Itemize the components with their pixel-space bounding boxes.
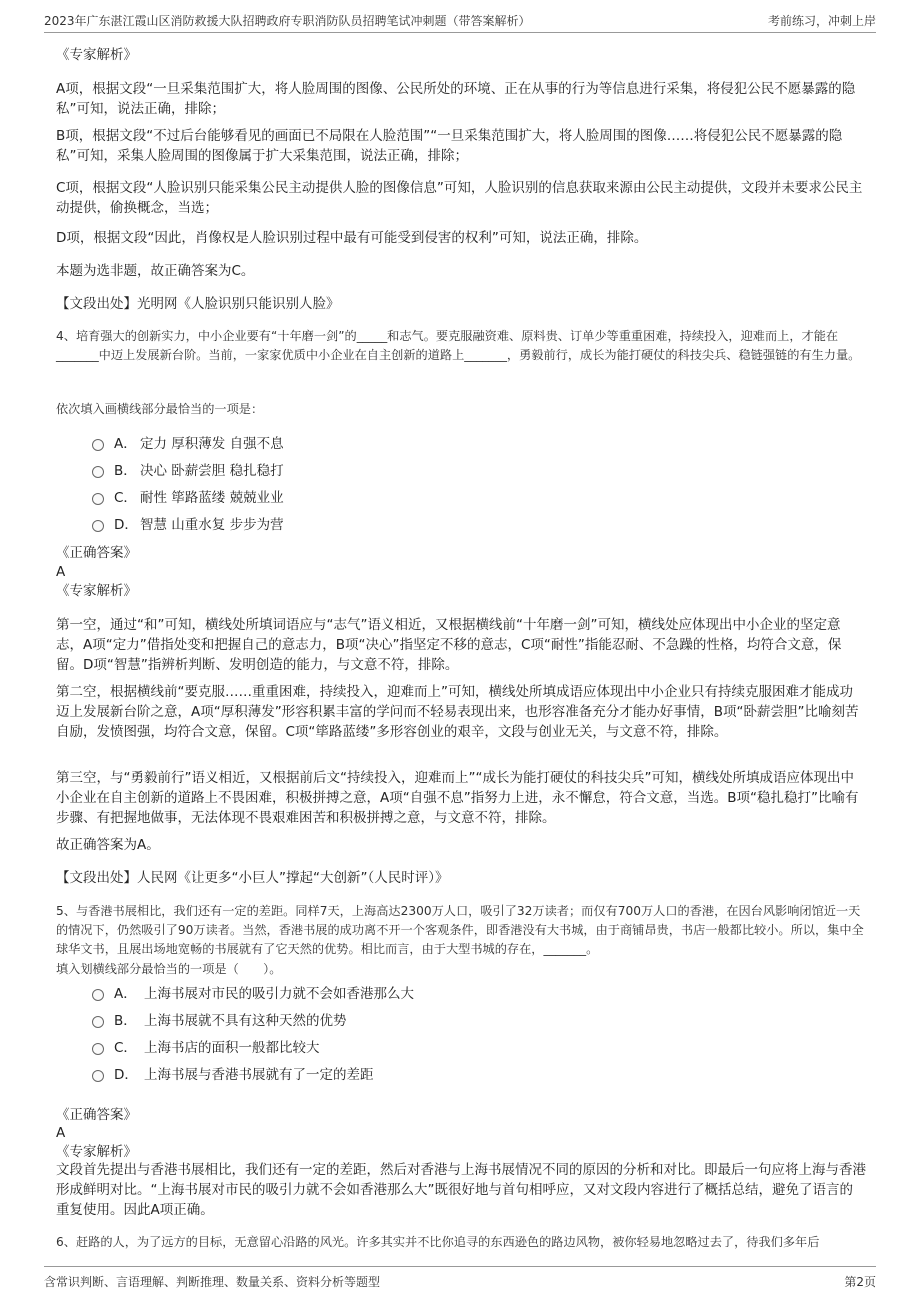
option-text: 决心 卧薪尝胆 稳扎稳打 <box>140 463 284 479</box>
answer-value: A <box>56 564 66 580</box>
answer-value: A <box>56 1125 66 1141</box>
radio-icon[interactable] <box>92 493 104 505</box>
radio-icon[interactable] <box>92 466 104 478</box>
page-number: 第2页 <box>844 1275 876 1289</box>
option-label: C． <box>114 490 137 506</box>
radio-icon[interactable] <box>92 989 104 1001</box>
radio-icon[interactable] <box>92 439 104 451</box>
option-text: 智慧 山重水复 步步为营 <box>140 517 284 533</box>
footer-note: 含常识判断、言语理解、判断推理、数量关系、资料分析等题型 <box>44 1275 381 1289</box>
question-5-prompt: 填入划横线部分最恰当的一项是（ ）。 <box>56 962 282 976</box>
header-slogan: 考前练习，冲刺上岸 <box>767 14 876 28</box>
expert-label: 《专家解析》 <box>56 1144 137 1160</box>
question-6-stem: 6、赶路的人，为了远方的目标，无意留心沿路的风光。许多其实并不比你追寻的东西逊色的路边风物，被你轻易地忽略过去了，待我们多年后 <box>56 1235 820 1249</box>
radio-icon[interactable] <box>92 1016 104 1028</box>
option-text: 上海书展就不具有这种天然的优势 <box>144 1013 347 1029</box>
option-text: 上海书展对市民的吸引力就不会如香港那么大 <box>144 986 414 1002</box>
page-footer <box>44 1266 876 1291</box>
conclusion: 故正确答案为A。 <box>56 837 160 853</box>
analysis-paragraph-c: C项，根据文段“人脸识别只能采集公民主动提供人脸的图像信息”可知，人脸识别的信息获取来源由公民主动提供，文段并未要求公民主动提供，偷换概念，当选； <box>56 180 863 216</box>
expert-label: 《专家解析》 <box>56 47 137 63</box>
analysis-text: 文段首先提出与香港书展相比，我们还有一定的差距，然后对香港与上海书展情况不同的原因的分析和对比。即最后一句应将上海与香港形成鲜明对比。“上海书展对市民的吸引力就不会如香港那么大”既很好地与首句相呼应，又对文段内容进行了概括总结，避免了语言的重复使用。因此A项正确。 <box>56 1162 866 1218</box>
expert-label: 《专家解析》 <box>56 583 137 599</box>
answer-label: 《正确答案》 <box>56 545 137 561</box>
option-label: A． <box>114 986 137 1002</box>
analysis-paragraph-b: B项，根据文段“不过后台能够看见的画面已不局限在人脸范围”“一旦采集范围扩大，将人脸周围的图像……将侵犯公民不愿暴露的隐私”可知，采集人脸周围的图像属于扩大采集范围，说法正确，排除； <box>56 128 843 164</box>
page-header <box>44 10 876 33</box>
option-label: D． <box>114 517 138 533</box>
conclusion: 本题为选非题，故正确答案为C。 <box>56 263 255 279</box>
radio-icon[interactable] <box>92 520 104 532</box>
header-title: 2023年广东湛江霞山区消防救援大队招聘政府专职消防队员招聘笔试冲刺题（带答案解析） <box>44 14 531 28</box>
option-label: D． <box>114 1067 138 1083</box>
analysis-blank-1: 第一空，通过“和”可知，横线处所填词语应与“志气”语义相近，又根据横线前“十年磨一剑”可知，横线处应体现出中小企业的坚定意志，A项“定力”借指处变和把握自己的意志力，B项“决心”指坚定不移的意志，C项“耐性”指能忍耐、不急躁的性格，均符合文意，保留。D项“智慧”指辨析判断、发明创造的能力，与文意不符，排除。 <box>56 617 842 673</box>
option-text: 上海书展与香港书展就有了一定的差距 <box>144 1067 374 1083</box>
analysis-paragraph-d: D项，根据文段“因此，肖像权是人脸识别过程中最有可能受到侵害的权利”可知，说法正确，排除。 <box>56 230 648 246</box>
analysis-paragraph-a: A项，根据文段“一旦采集范围扩大，将人脸周围的图像、公民所处的环境、正在从事的行为等信息进行采集，将侵犯公民不愿暴露的隐私”可知，说法正确，排除； <box>56 81 856 117</box>
option-label: A． <box>114 436 137 452</box>
radio-icon[interactable] <box>92 1043 104 1055</box>
source-citation: 【文段出处】人民网《让更多“小巨人”撑起“大创新”（人民时评）》 <box>56 870 449 886</box>
option-label: B． <box>114 1013 137 1029</box>
radio-icon[interactable] <box>92 1070 104 1082</box>
answer-label: 《正确答案》 <box>56 1107 137 1123</box>
option-text: 上海书店的面积一般都比较大 <box>144 1040 320 1056</box>
option-label: C． <box>114 1040 137 1056</box>
question-5-stem: 5、与香港书展相比，我们还有一定的差距。同样7天，上海高达2300万人口，吸引了32万读者；而仅有700万人口的香港，在因台风影响闭馆近一天的情况下，仍然吸引了90万读者。当然，香港书展的成功离不开一个客观条件，即香港没有大书城，由于商铺昂贵，书店一般都比较小。所以，集中全球华文书，且展出场地宽畅的书展就有了它天然的优势。相比而言，由于大型书城的存在，_______。 <box>56 904 864 956</box>
question-4-prompt: 依次填入画横线部分最恰当的一项是： <box>56 402 264 416</box>
analysis-blank-3: 第三空，与“勇毅前行”语义相近，又根据前后文“持续投入，迎难而上”“成长为能打硬仗的科技尖兵”可知，横线处所填成语应体现出中小企业在自主创新的道路上不畏困难，积极拼搏之意，A项“自强不息”指努力上进，永不懈怠，符合文意，当选。B项“稳扎稳打”比喻有步骤、有把握地做事，无法体现不畏艰难困苦和积极拼搏之意，与文意不符，排除。 <box>56 770 859 826</box>
option-text: 定力 厚积薄发 自强不息 <box>140 436 284 452</box>
source-citation: 【文段出处】光明网《人脸识别只能识别人脸》 <box>56 296 340 312</box>
option-label: B． <box>114 463 137 479</box>
question-4-stem: 4、培育强大的创新实力，中小企业要有“十年磨一剑”的_____和志气。要克服融资难、原料贵、订单少等重重困难，持续投入，迎难而上，才能在_______中迈上发展新台阶。当前，一家家优质中小企业在自主创新的道路上_______，勇毅前行，成长为能打硬仗的科技尖兵、稳链强链的有生力量。 <box>56 329 861 362</box>
analysis-blank-2: 第二空，根据横线前“要克服……重重困难，持续投入，迎难而上”可知，横线处所填成语应体现出中小企业只有持续克服困难才能成功迈上发展新台阶之意，A项“厚积薄发”形容积累丰富的学问而不轻易表现出来，也形容准备充分才能办好事情，B项“卧薪尝胆”比喻刻苦自励，发愤图强，均符合文意，保留。C项“筚路蓝缕”多形容创业的艰辛，文段与创业无关，与文意不符，排除。 <box>56 684 859 740</box>
option-text: 耐性 筚路蓝缕 兢兢业业 <box>140 490 284 506</box>
